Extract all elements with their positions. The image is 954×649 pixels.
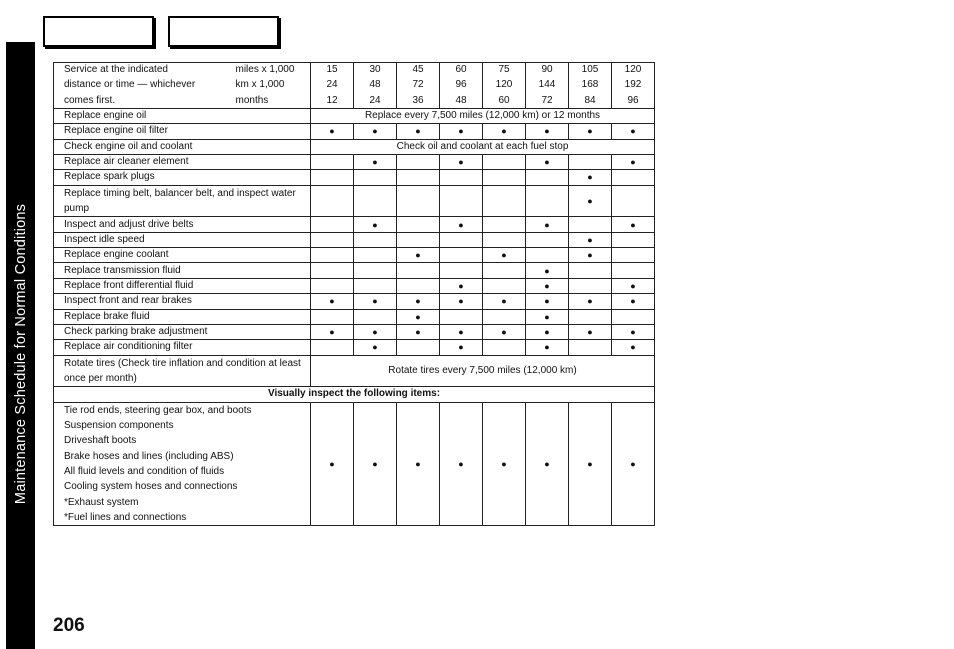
visual-inspection-item: Tie rod ends, steering gear box, and boots <box>64 404 252 416</box>
interval-miles-value: 15 <box>311 63 354 78</box>
service-dot-icon: ● <box>354 294 397 309</box>
interval-km-value: 120 <box>483 78 526 93</box>
empty-service-cell <box>354 309 397 324</box>
empty-service-cell <box>569 217 612 232</box>
empty-service-cell <box>311 340 354 355</box>
empty-service-cell <box>440 263 483 278</box>
service-dot-icon: ● <box>569 124 612 139</box>
interval-months-value: 72 <box>526 93 569 108</box>
page-number: 206 <box>53 615 85 636</box>
interval-months-value: 84 <box>569 93 612 108</box>
empty-service-cell <box>397 232 440 247</box>
empty-service-cell <box>483 232 526 247</box>
maintenance-item-label: Check parking brake adjustment <box>54 324 311 339</box>
empty-service-cell <box>569 155 612 170</box>
service-dot-icon: ● <box>440 278 483 293</box>
service-dot-icon: ● <box>483 324 526 339</box>
empty-service-cell <box>483 309 526 324</box>
empty-service-cell <box>311 185 354 217</box>
empty-service-cell <box>311 232 354 247</box>
schedule-row <box>54 124 655 139</box>
schedule-row <box>54 170 655 185</box>
schedule-row <box>54 232 655 247</box>
empty-service-cell <box>311 263 354 278</box>
empty-service-cell <box>440 309 483 324</box>
interval-km-value: 168 <box>569 78 612 93</box>
visual-inspection-item: *Fuel lines and connections <box>64 511 187 523</box>
service-dot-icon: ● <box>526 294 569 309</box>
service-dot-icon: ● <box>354 402 397 526</box>
empty-service-cell <box>440 248 483 263</box>
service-dot-icon: ● <box>354 124 397 139</box>
service-interval-label: comes first. <box>54 93 226 108</box>
visual-inspection-item: Suspension components <box>64 419 174 431</box>
empty-service-cell <box>311 217 354 232</box>
service-dot-icon: ● <box>397 324 440 339</box>
service-dot-icon: ● <box>397 124 440 139</box>
service-dot-icon: ● <box>440 324 483 339</box>
maintenance-item-label: Check engine oil and coolant <box>54 139 311 154</box>
empty-service-cell <box>612 232 655 247</box>
empty-service-cell <box>311 248 354 263</box>
empty-service-cell <box>440 232 483 247</box>
service-dot-icon: ● <box>354 324 397 339</box>
service-dot-icon: ● <box>311 294 354 309</box>
service-dot-icon: ● <box>483 248 526 263</box>
empty-service-cell <box>397 155 440 170</box>
maintenance-item-label: Replace engine oil filter <box>54 124 311 139</box>
service-dot-icon: ● <box>569 170 612 185</box>
maintenance-item-label: Replace front differential fluid <box>54 278 311 293</box>
section-sidebar-title: Maintenance Schedule for Normal Conditions <box>13 203 29 505</box>
interval-months-value: 12 <box>311 93 354 108</box>
maintenance-item-label: Inspect idle speed <box>54 232 311 247</box>
service-dot-icon: ● <box>569 294 612 309</box>
service-dot-icon: ● <box>526 309 569 324</box>
visual-inspection-item: Driveshaft boots <box>64 435 137 447</box>
maintenance-item-label: Rotate tires (Check tire inflation and condition at least once per month) <box>54 355 311 387</box>
service-dot-icon: ● <box>397 309 440 324</box>
service-dot-icon: ● <box>526 402 569 526</box>
empty-service-cell <box>569 278 612 293</box>
service-dot-icon: ● <box>440 402 483 526</box>
schedule-row <box>54 294 655 309</box>
maintenance-item-label: Replace engine coolant <box>54 248 311 263</box>
interval-instruction: Replace every 7,500 miles (12,000 km) or 12 months <box>311 109 655 124</box>
interval-miles-value: 45 <box>397 63 440 78</box>
service-interval-label: distance or time — whichever <box>54 78 226 93</box>
empty-service-cell <box>612 263 655 278</box>
service-dot-icon: ● <box>569 248 612 263</box>
service-dot-icon: ● <box>397 294 440 309</box>
empty-service-cell <box>612 170 655 185</box>
service-interval-label: Service at the indicated <box>54 63 226 78</box>
service-dot-icon: ● <box>526 324 569 339</box>
visual-inspection-item: *Exhaust system <box>64 496 139 508</box>
schedule-row <box>54 185 655 217</box>
service-dot-icon: ● <box>569 232 612 247</box>
empty-service-cell <box>311 170 354 185</box>
interval-miles-value: 75 <box>483 63 526 78</box>
interval-unit-label: months <box>226 93 311 108</box>
interval-miles-value: 120 <box>612 63 655 78</box>
service-dot-icon: ● <box>440 217 483 232</box>
empty-service-cell <box>526 248 569 263</box>
header-tab-box-right <box>168 16 279 47</box>
interval-miles-value: 90 <box>526 63 569 78</box>
schedule-row <box>54 309 655 324</box>
empty-service-cell <box>483 185 526 217</box>
empty-service-cell <box>483 263 526 278</box>
service-dot-icon: ● <box>397 248 440 263</box>
service-dot-icon: ● <box>569 324 612 339</box>
service-dot-icon: ● <box>311 324 354 339</box>
empty-service-cell <box>354 278 397 293</box>
interval-months-value: 96 <box>612 93 655 108</box>
empty-service-cell <box>526 170 569 185</box>
empty-service-cell <box>612 309 655 324</box>
empty-service-cell <box>354 263 397 278</box>
service-dot-icon: ● <box>526 217 569 232</box>
schedule-row <box>54 217 655 232</box>
empty-service-cell <box>354 232 397 247</box>
interval-unit-label: km x 1,000 <box>235 79 285 91</box>
service-dot-icon: ● <box>612 155 655 170</box>
empty-service-cell <box>397 278 440 293</box>
interval-km-value: 24 <box>311 78 354 93</box>
header-tab-box-left <box>43 16 154 47</box>
service-dot-icon: ● <box>612 217 655 232</box>
maintenance-item-label: Inspect and adjust drive belts <box>54 217 311 232</box>
service-dot-icon: ● <box>612 340 655 355</box>
maintenance-item-label: Replace transmission fluid <box>54 263 311 278</box>
interval-miles-value: 30 <box>354 63 397 78</box>
header-row <box>54 63 655 78</box>
empty-service-cell <box>397 185 440 217</box>
interval-months-value: 48 <box>440 93 483 108</box>
service-dot-icon: ● <box>612 324 655 339</box>
empty-service-cell <box>569 340 612 355</box>
service-dot-icon: ● <box>526 155 569 170</box>
interval-months-value: 36 <box>397 93 440 108</box>
empty-service-cell <box>612 185 655 217</box>
schedule-row <box>54 248 655 263</box>
service-dot-icon: ● <box>569 185 612 217</box>
empty-service-cell <box>483 278 526 293</box>
interval-km-value: 96 <box>440 78 483 93</box>
empty-service-cell <box>483 217 526 232</box>
service-dot-icon: ● <box>440 340 483 355</box>
empty-service-cell <box>311 278 354 293</box>
service-dot-icon: ● <box>311 402 354 526</box>
maintenance-item-label: Replace air conditioning filter <box>54 340 311 355</box>
interval-km-value: 192 <box>612 78 655 93</box>
service-dot-icon: ● <box>526 340 569 355</box>
service-dot-icon: ● <box>483 124 526 139</box>
service-dot-icon: ● <box>354 155 397 170</box>
maintenance-schedule-table <box>53 62 655 526</box>
header-row <box>54 78 655 93</box>
interval-months-value: 24 <box>354 93 397 108</box>
maintenance-item-label: Replace brake fluid <box>54 309 311 324</box>
visual-inspection-header: Visually inspect the following items: <box>54 387 655 402</box>
service-dot-icon: ● <box>526 278 569 293</box>
empty-service-cell <box>311 155 354 170</box>
empty-service-cell <box>526 185 569 217</box>
schedule-row <box>54 278 655 293</box>
empty-service-cell <box>526 232 569 247</box>
empty-service-cell <box>483 155 526 170</box>
service-dot-icon: ● <box>612 124 655 139</box>
service-dot-icon: ● <box>569 402 612 526</box>
interval-unit-label: miles x 1,000 <box>226 63 311 78</box>
empty-service-cell <box>397 170 440 185</box>
interval-miles-value: 60 <box>440 63 483 78</box>
visual-inspection-item: Brake hoses and lines (including ABS) <box>64 450 234 462</box>
service-dot-icon: ● <box>526 124 569 139</box>
schedule-row <box>54 109 655 124</box>
schedule-row <box>54 263 655 278</box>
interval-instruction: Check oil and coolant at each fuel stop <box>311 139 655 154</box>
empty-service-cell <box>354 248 397 263</box>
empty-service-cell <box>569 263 612 278</box>
empty-service-cell <box>397 263 440 278</box>
service-dot-icon: ● <box>612 294 655 309</box>
header-row <box>54 93 655 108</box>
empty-service-cell <box>483 340 526 355</box>
service-dot-icon: ● <box>483 294 526 309</box>
interval-instruction: Rotate tires every 7,500 miles (12,000 km) <box>311 355 655 387</box>
empty-service-cell <box>440 185 483 217</box>
maintenance-item-label: Replace timing belt, balancer belt, and inspect water pump <box>54 185 311 217</box>
schedule-row <box>54 355 655 387</box>
schedule-row <box>54 340 655 355</box>
visual-inspection-items <box>54 402 311 526</box>
service-dot-icon: ● <box>483 402 526 526</box>
visual-inspection-item: All fluid levels and condition of fluids <box>64 465 225 477</box>
service-dot-icon: ● <box>440 124 483 139</box>
empty-service-cell <box>612 248 655 263</box>
empty-service-cell <box>483 170 526 185</box>
visual-inspection-row <box>54 402 655 526</box>
service-dot-icon: ● <box>354 340 397 355</box>
interval-months-value: 60 <box>483 93 526 108</box>
empty-service-cell <box>354 170 397 185</box>
service-dot-icon: ● <box>440 294 483 309</box>
service-dot-icon: ● <box>397 402 440 526</box>
empty-service-cell <box>440 170 483 185</box>
visual-inspection-header-row <box>54 387 655 402</box>
empty-service-cell <box>354 185 397 217</box>
interval-km-value: 144 <box>526 78 569 93</box>
service-dot-icon: ● <box>612 278 655 293</box>
schedule-row <box>54 139 655 154</box>
service-dot-icon: ● <box>440 155 483 170</box>
empty-service-cell <box>397 217 440 232</box>
maintenance-item-label: Replace engine oil <box>54 109 311 124</box>
visual-inspection-item: Cooling system hoses and connections <box>64 481 238 493</box>
interval-km-value: 48 <box>354 78 397 93</box>
empty-service-cell <box>311 309 354 324</box>
maintenance-item-label: Inspect front and rear brakes <box>54 294 311 309</box>
maintenance-item-label: Replace air cleaner element <box>54 155 311 170</box>
interval-km-value: 72 <box>397 78 440 93</box>
schedule-row <box>54 155 655 170</box>
service-dot-icon: ● <box>311 124 354 139</box>
service-dot-icon: ● <box>354 217 397 232</box>
interval-miles-value: 105 <box>569 63 612 78</box>
empty-service-cell <box>397 340 440 355</box>
service-dot-icon: ● <box>612 402 655 526</box>
maintenance-item-label: Replace spark plugs <box>54 170 311 185</box>
service-dot-icon: ● <box>526 263 569 278</box>
schedule-row <box>54 324 655 339</box>
empty-service-cell <box>569 309 612 324</box>
